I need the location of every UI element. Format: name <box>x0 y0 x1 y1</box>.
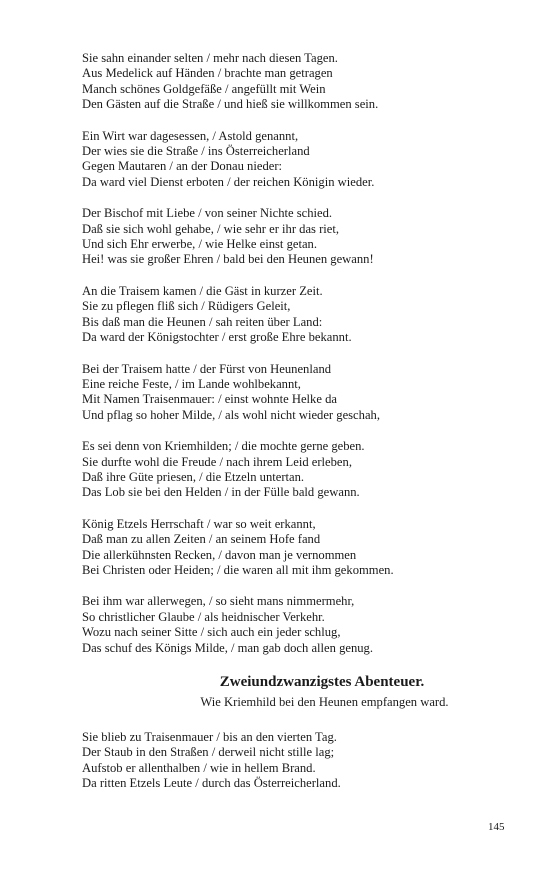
verse-line: Hei! was sie großer Ehren / bald bei den Heunen gewann! <box>82 252 374 267</box>
stanza <box>82 129 522 191</box>
verse-line: Daß ihre Güte priesen, / die Etzeln untertan. <box>82 469 305 484</box>
verse-line: Bei ihm war allerwegen, / so sieht mans nimmermehr, <box>82 594 355 609</box>
verse-line: Manch schönes Goldgefäße / angefüllt mit Wein <box>82 81 326 96</box>
verse-line: Der Bischof mit Liebe / von seiner Nichte schied. <box>82 206 333 221</box>
verse-line: Und pflag so hoher Milde, / als wohl nicht wieder geschah, <box>82 407 380 422</box>
chapter-heading <box>82 672 522 710</box>
verse-line: Wozu nach seiner Sitte / sich auch ein jeder schlug, <box>82 625 341 640</box>
verse-line: Gegen Mautaren / an der Donau nieder: <box>82 159 283 174</box>
chapter-subtitle: Wie Kriemhild bei den Heunen empfangen ward. <box>200 695 449 709</box>
verse-line: Aufstob er allenthalben / wie in hellem Brand. <box>82 760 316 775</box>
stanza <box>82 517 522 579</box>
verse-line: Mit Namen Traisenmauer: / einst wohnte Helke da <box>82 392 337 407</box>
verse-line: Ein Wirt war dagesessen, / Astold genannt, <box>82 128 299 143</box>
text-body <box>82 51 522 808</box>
stanza <box>82 284 522 346</box>
verse-line: Und sich Ehr erwerbe, / wie Helke einst getan. <box>82 237 318 252</box>
page-number: 145 <box>488 821 505 833</box>
stanza <box>82 594 522 656</box>
stanza <box>82 51 522 113</box>
verse-line: Sie durfte wohl die Freude / nach ihrem Leid erleben, <box>82 454 352 469</box>
stanza <box>82 439 522 501</box>
stanza <box>82 730 522 792</box>
verse-line: Bei Christen oder Heiden; / die waren all mit ihm gekommen. <box>82 562 394 577</box>
verse-line: König Etzels Herrschaft / war so weit erkannt, <box>82 516 316 531</box>
verse-line: Sie sahn einander selten / mehr nach diesen Tagen. <box>82 51 338 65</box>
verse-line: An die Traisem kamen / die Gäst in kurzer Zeit. <box>82 283 323 298</box>
stanza <box>82 206 522 268</box>
verse-line: Aus Medelick auf Händen / brachte man getragen <box>82 66 333 81</box>
verse-line: Das schuf des Königs Milde, / man gab doch allen genug. <box>82 640 373 655</box>
verse-line: Der wies sie die Straße / ins Österreicherland <box>82 144 310 159</box>
verse-line: Den Gästen auf die Straße / und hieß sie willkommen sein. <box>82 97 379 112</box>
verse-line: Sie zu pflegen fliß sich / Rüdigers Geleit, <box>82 299 291 314</box>
verse-line: Daß sie sich wohl gehabe, / wie sehr er ihr das riet, <box>82 221 340 236</box>
verse-line: Es sei denn von Kriemhilden; / die mochte gerne geben. <box>82 439 365 454</box>
verse-line: Eine reiche Feste, / im Lande wohlbekannt, <box>82 376 301 391</box>
verse-line: Daß man zu allen Zeiten / an seinem Hofe fand <box>82 532 321 547</box>
verse-line: Sie blieb zu Traisenmauer / bis an den vierten Tag. <box>82 730 337 744</box>
chapter-title: Zweiundzwanzigstes Abenteuer. <box>219 674 425 690</box>
verse-line: Da ward viel Dienst erboten / der reichen Königin wieder. <box>82 174 375 189</box>
verse-line: Das Lob sie bei den Helden / in der Fülle bald gewann. <box>82 485 360 500</box>
verse-line: Bis daß man die Heunen / sah reiten über Land: <box>82 314 323 329</box>
stanza <box>82 362 522 424</box>
verse-line: Die allerkühnsten Recken, / davon man je vernommen <box>82 547 357 562</box>
verse-line: Der Staub in den Straßen / derweil nicht stille lag; <box>82 745 335 760</box>
verse-line: So christlicher Glaube / als heidnischer Verkehr. <box>82 609 325 624</box>
verse-line: Bei der Traisem hatte / der Fürst von Heunenland <box>82 361 332 376</box>
verse-line: Da ritten Etzels Leute / durch das Österreicherland. <box>82 776 341 791</box>
verse-line: Da ward der Königstochter / erst große Ehre bekannt. <box>82 330 352 345</box>
